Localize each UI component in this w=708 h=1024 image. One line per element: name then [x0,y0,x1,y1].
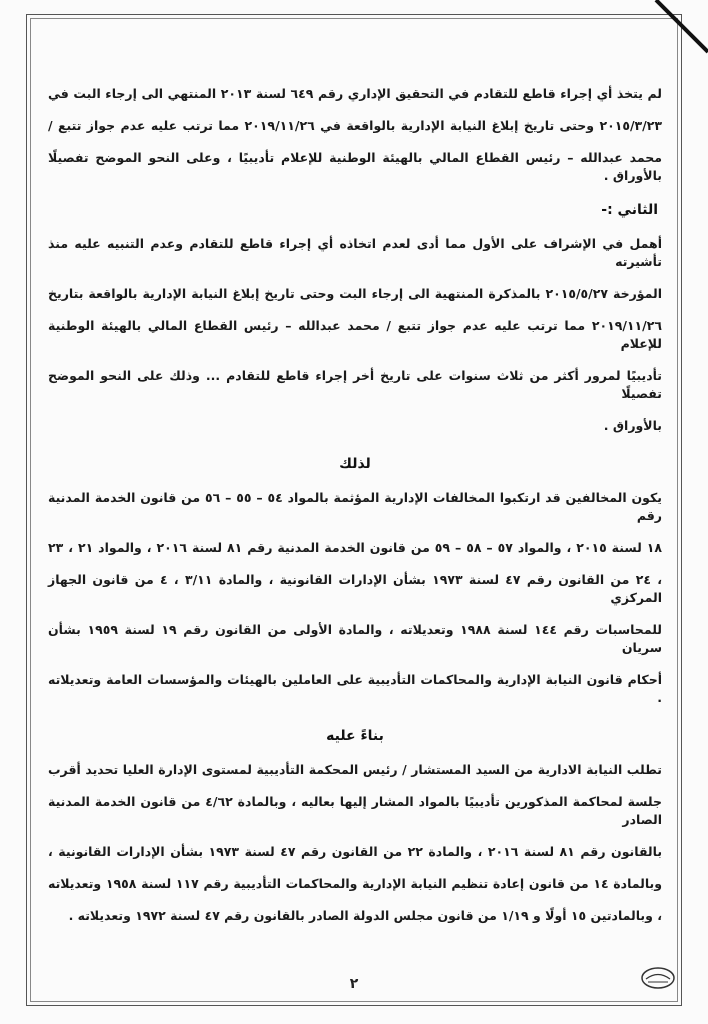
paragraph3-line: للمحاسبات رقم ١٤٤ لسنة ١٩٨٨ وتعديلاته ، والمادة الأولى من القانون رقم ١٩ لسنة ١٩٥٩ بشأن سريان [48,622,662,655]
page-number: ٢ [349,976,359,992]
paragraph2-line: بالأوراق . [603,418,662,433]
stamp-icon [640,966,676,990]
paragraph3-line: يكون المخالفين قد ارتكبوا المخالفات الإدارية المؤثمة بالمواد ٥٤ – ٥٥ – ٥٦ من قانون الخدمة المدنية رقم [48,490,662,523]
paragraph3-line: ١٨ لسنة ٢٠١٥ ، والمواد ٥٧ – ٥٨ – ٥٩ من قانون الخدمة المدنية رقم ٨١ لسنة ٢٠١٦ ، والمواد ٢١ ، ٢٣ [48,540,662,555]
paragraph1-line: لم يتخذ أي إجراء قاطع للتقادم في التحقيق الإداري رقم ٦٤٩ لسنة ٢٠١٣ المنتهي الى إرجاء البت في [48,86,662,101]
paragraph2-line: المؤرخة ٢٠١٥/٥/٢٧ بالمذكرة المنتهية الى إرجاء البت وحتى تاريخ إبلاغ النيابة الإدارية بالواقعة بتاريخ [48,286,662,301]
paragraph4-line: بالقانون رقم ٨١ لسنة ٢٠١٦ ، والمادة ٢٢ من القانون رقم ٤٧ لسنة ١٩٧٣ بشأن الإدارات القانونية ، [48,844,663,859]
document-body [48,78,662,932]
paragraph4-line: جلسة لمحاكمة المذكورين تأديبيًا بالمواد المشار إليها بعاليه ، وبالمادة ٤/٦٢ من قانون الخدمة المدنية الصادر [48,794,662,827]
paragraph3-line: ، ٢٤ من القانون رقم ٤٧ لسنة ١٩٧٣ بشأن الإدارات القانونية ، والمادة ٣/١١ ، ٤ من قانون الجهاز المركزي [48,572,662,605]
paragraph4-line: تطلب النيابة الادارية من السيد المستشار / رئيس المحكمة التأديبية لمستوى الإدارة العليا تحديد أقرب [48,762,662,777]
heading-therefore: لذلك [339,456,371,472]
corner-fold-mark [648,0,708,60]
section-heading-second: الثاني :- [601,202,658,218]
paragraph2-line: أهمل في الإشراف على الأول مما أدى لعدم اتخاذه أي إجراء قاطع للتقادم وعدم التنبيه عليه منذ تأشيرته [48,236,662,269]
paragraph4-line: وبالمادة ١٤ من قانون إعادة تنظيم النيابة الإدارية والمحاكمات التأديبية رقم ١١٧ لسنة ١٩٥٨ وتعديلاته [48,876,662,891]
paragraph1-line: ٢٠١٥/٣/٢٣ وحتى تاريخ إبلاغ النيابة الإدارية بالواقعة في ٢٠١٩/١١/٢٦ مما ترتب عليه عدم جواز تتبع / [48,118,663,133]
paragraph4-line: ، وبالمادتين ١٥ أولًا و ١/١٩ من قانون مجلس الدولة الصادر بالقانون رقم ٤٧ لسنة ١٩٧٢ وتعديلاته . [68,908,662,923]
paragraph1-line: محمد عبدالله – رئيس القطاع المالي بالهيئة الوطنية للإعلام تأديبيًا ، وعلى النحو الموضح تفصيلًا بالأوراق . [48,150,662,183]
paragraph2-line: ٢٠١٩/١١/٢٦ مما ترتب عليه عدم جواز تتبع / محمد عبدالله – رئيس القطاع المالي بالهيئة الوطنية للإعلام [48,318,662,351]
heading-accordingly: بناءً عليه [326,728,384,744]
paragraph2-line: تأديبيًا لمرور أكثر من ثلاث سنوات على تاريخ أخر إجراء قاطع للتقادم ... وذلك على النحو الموضح تفصيلًا [48,368,662,401]
paragraph3-line: أحكام قانون النيابة الإدارية والمحاكمات التأديبية على العاملين بالهيئات والمؤسسات العامة وتعديلاته . [48,672,662,705]
